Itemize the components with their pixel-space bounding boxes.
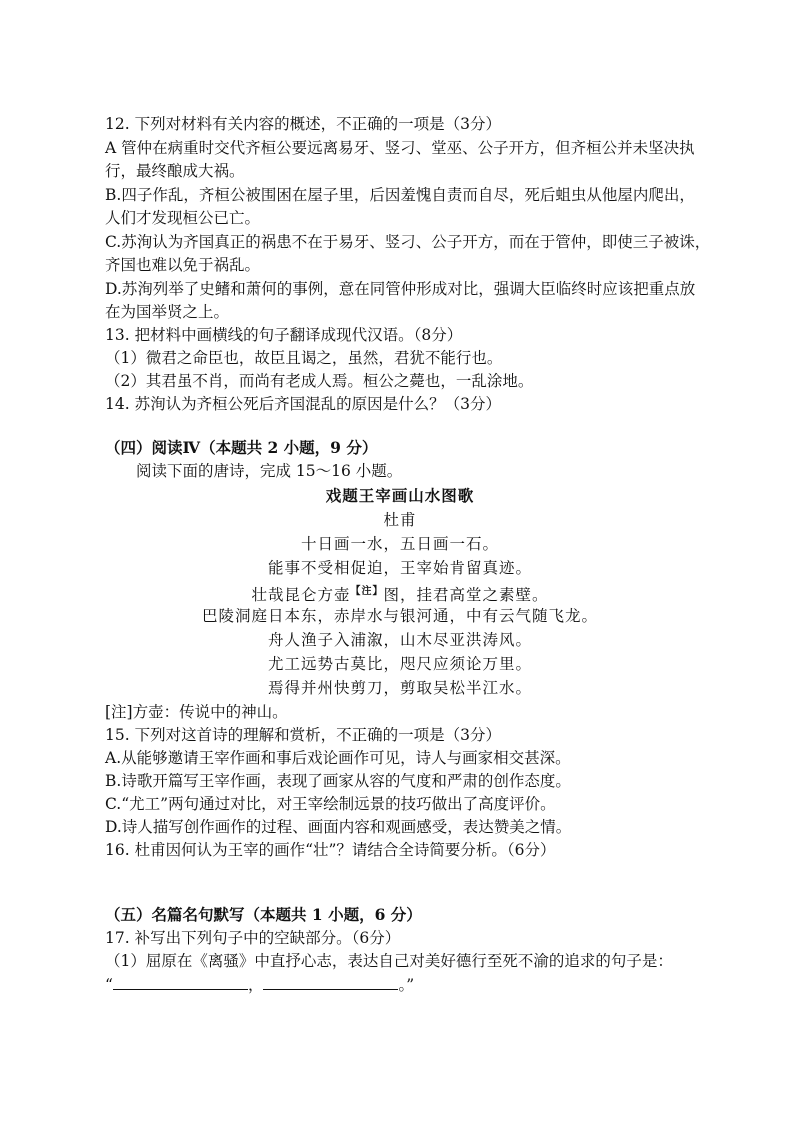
section-4-intro: 阅读下面的唐诗，完成 15～16 小题。 — [136, 462, 403, 480]
answer-blank-2[interactable] — [263, 973, 398, 990]
q17-stem: 17. 补写出下列句子中的空缺部分。（6分） — [105, 929, 401, 947]
end-quote: 。” — [398, 976, 415, 994]
q12-option-b-line2: 人们才发现桓公已亡。 — [105, 209, 261, 227]
q12-option-a-line2: 行，最终酿成大祸。 — [105, 162, 245, 180]
comma: ， — [247, 976, 264, 994]
open-quote: “ — [105, 976, 113, 994]
q12-option-b-line1: B.四子作乱，齐桓公被围困在屋子里，后因羞愧自责而自尽，死后蛆虫从他屋内爬出， — [105, 186, 695, 204]
poem-line-4: 巴陵洞庭日本东，赤岸水与银河通，中有云气随飞龙。 — [201, 607, 598, 625]
poem-line-6: 尤工远势古莫比，咫尺应须论万里。 — [267, 655, 532, 673]
q15-stem: 15. 下列对这首诗的理解和赏析，不正确的一项是（3分） — [105, 726, 501, 744]
poem-line-5: 舟人渔子入浦溆，山木尽亚洪涛风。 — [267, 631, 532, 649]
poem-line-3-part-b: 图，挂君高堂之素壁。 — [383, 586, 549, 605]
q13-stem: 13. 把材料中画横线的句子翻译成现代汉语。（8分） — [105, 326, 463, 344]
section-4-title: （四）阅读Ⅳ（本题共 2 小题，9 分） — [105, 438, 378, 457]
q12-option-c-line2: 齐国也难以免于祸乱。 — [105, 256, 261, 274]
poem-title: 戏题王宰画山水图歌 — [325, 486, 475, 505]
q12-option-a-line1: A 管仲在病重时交代齐桓公要远离易牙、竖刁、堂巫、公子开方，但齐桓公并未坚决执 — [105, 139, 695, 157]
q12-option-d-line1: D.苏洵列举了史鳍和萧何的事例，意在同管仲形成对比，强调大臣临终时应该把重点放 — [105, 280, 696, 298]
q12-stem: 12. 下列对材料有关内容的概述，不正确的一项是（3分） — [105, 115, 501, 133]
q13-sentence-2: （2）其君虽不肖，而尚有老成人焉。桓公之薨也，一乱涂地。 — [105, 372, 534, 390]
poem-line-3-part-a: 壮哉昆仑方壶 — [251, 586, 351, 605]
poem-note: [注]方壶：传说中的神山。 — [105, 703, 288, 721]
q16-stem: 16. 杜甫因何认为王宰的画作“壮”？请结合全诗简要分析。（6分） — [105, 841, 556, 859]
q12-option-d-line2: 在为国举贤之上。 — [105, 303, 230, 321]
poem-line-7: 焉得并州快剪刀，剪取吴松半江水。 — [267, 679, 532, 697]
note-marker: 【注】 — [350, 586, 384, 597]
q13-sentence-1: （1）微君之命臣也，故臣且谒之，虽然，君犹不能行也。 — [105, 349, 503, 367]
q15-option-b: B.诗歌开篇写王宰作画，表现了画家从容的气度和严肃的创作态度。 — [105, 772, 571, 790]
q17-sentence-1: （1）屈原在《离骚》中直抒心志，表达自己对美好德行至死不渝的追求的句子是： — [105, 952, 673, 970]
q15-option-d: D.诗人描写创作画作的过程、画面内容和观画感受，表达赞美之情。 — [105, 818, 572, 836]
poem-line-2: 能事不受相促迫，王宰始肯留真迹。 — [267, 559, 532, 577]
q15-option-a: A.从能够邀请王宰作画和事后戏论画作可见，诗人与画家相交甚深。 — [105, 749, 571, 767]
answer-blank-1[interactable] — [113, 973, 248, 990]
q15-option-c: C.“尤工”两句通过对比，对王宰绘制远景的技巧做出了高度评价。 — [105, 795, 556, 813]
poem-line-1: 十日画一水，五日画一石。 — [300, 535, 499, 553]
poem-author: 杜甫 — [383, 511, 417, 529]
section-5-title: （五）名篇名句默写（本题共 1 小题，6 分） — [105, 905, 422, 924]
poem-line-3 — [0, 581, 800, 606]
q14-stem: 14. 苏洵认为齐桓公死后齐国混乱的原因是什么？（3分） — [105, 395, 501, 413]
q17-answer-line — [105, 973, 414, 996]
q12-option-c-line1: C.苏洵认为齐国真正的祸患不在于易牙、竖刁、公子开方，而在于管仲，即使三子被诛， — [105, 233, 711, 251]
